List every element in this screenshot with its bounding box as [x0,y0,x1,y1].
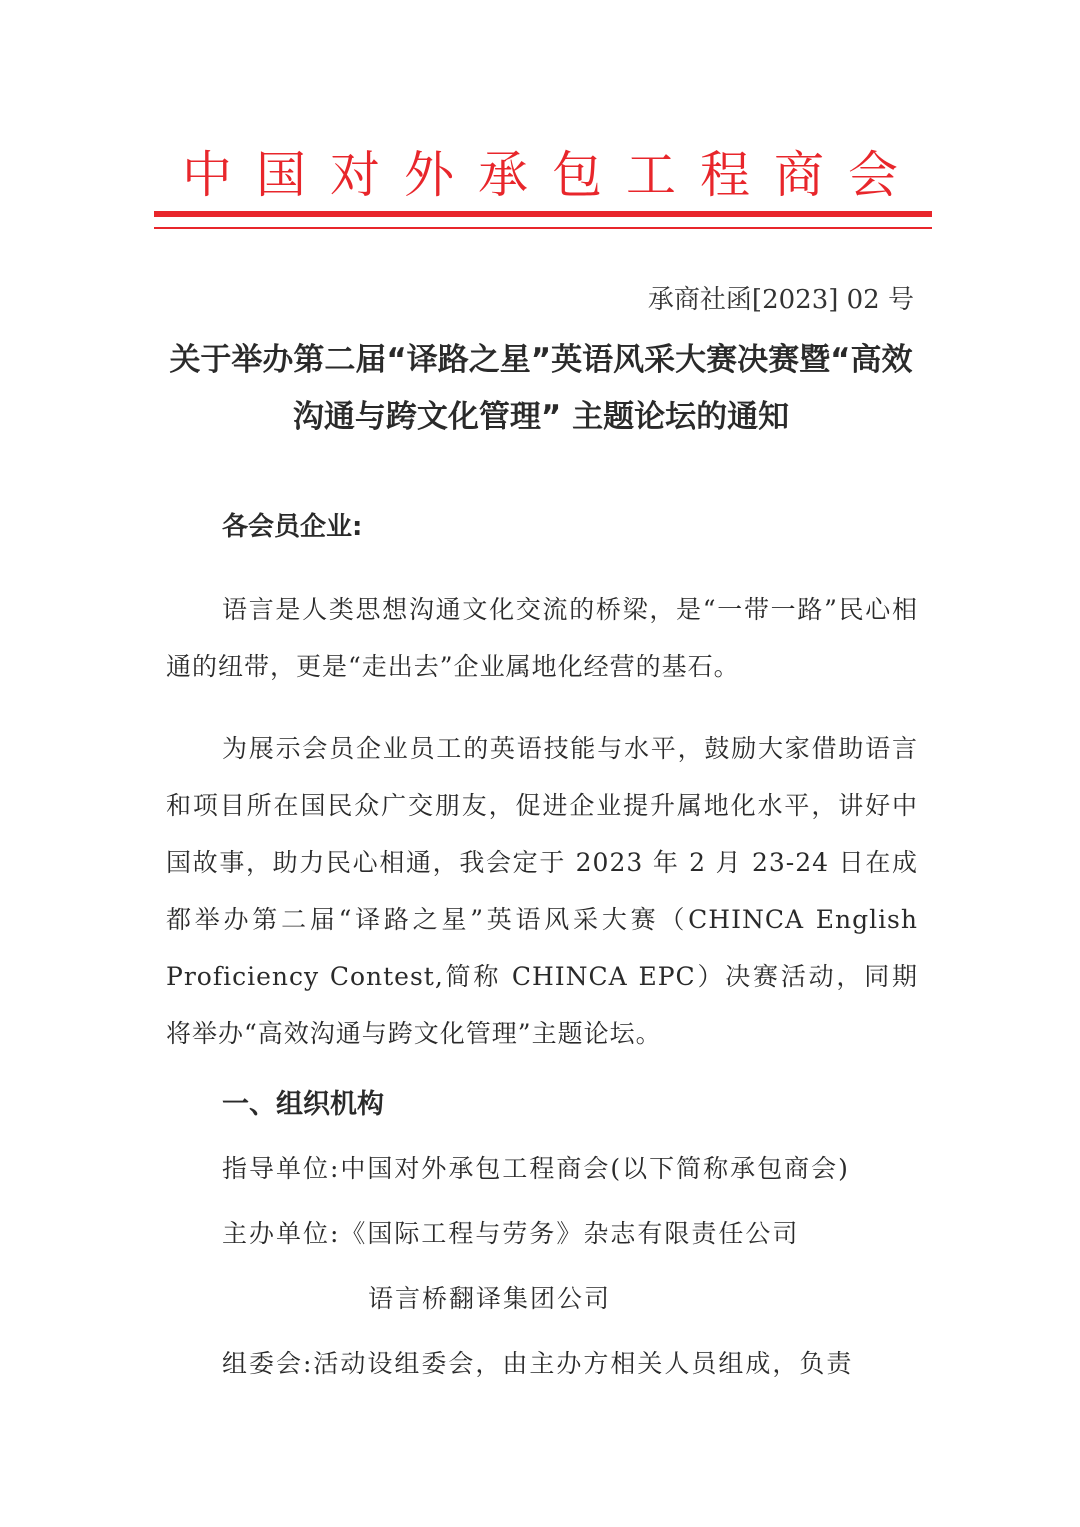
letterhead-rule-thick [154,211,932,217]
document-heading: 关于举办第二届“译路之星”英语风采大赛决赛暨“高效沟通与跨文化管理” 主题论坛的通知 [169,342,913,435]
host-unit-line: 主办单位:《国际工程与劳务》杂志有限责任公司 [222,1219,800,1248]
letterhead-rule-thin [154,227,932,229]
paragraph-2: 为展示会员企业员工的英语技能与水平，鼓励大家借助语言和项目所在国民众广交朋友，促进企业提升属地化水平，讲好中国故事，助力民心相通，我会定于 2023 年 2 月 23-24 日在成都举办第二届“译路之星”英语风采大赛（CHINCA English Proficiency Contest,简称 CHINCA EPC）决赛活动，同期将举办“高效沟通与跨文化管理”主题论坛。 [166,734,918,1048]
committee-line: 组委会:活动设组委会，由主办方相关人员组成，负责 [222,1349,854,1378]
document-number: 承商社函[2023] 02 号 [647,285,914,315]
host-unit-line-2: 语言桥翻译集团公司 [368,1284,612,1313]
guiding-unit-line: 指导单位:中国对外承包工程商会(以下简称承包商会) [222,1154,850,1183]
salutation: 各会员企业: [222,512,363,542]
paragraph-1: 语言是人类思想沟通文化交流的桥梁，是“一带一路”民心相通的纽带，更是“走出去”企业属地化经营的基石。 [166,595,918,681]
letterhead-title: 中国对外承包工程商会 [182,146,922,204]
section-heading-organization: 一、组织机构 [222,1089,384,1120]
